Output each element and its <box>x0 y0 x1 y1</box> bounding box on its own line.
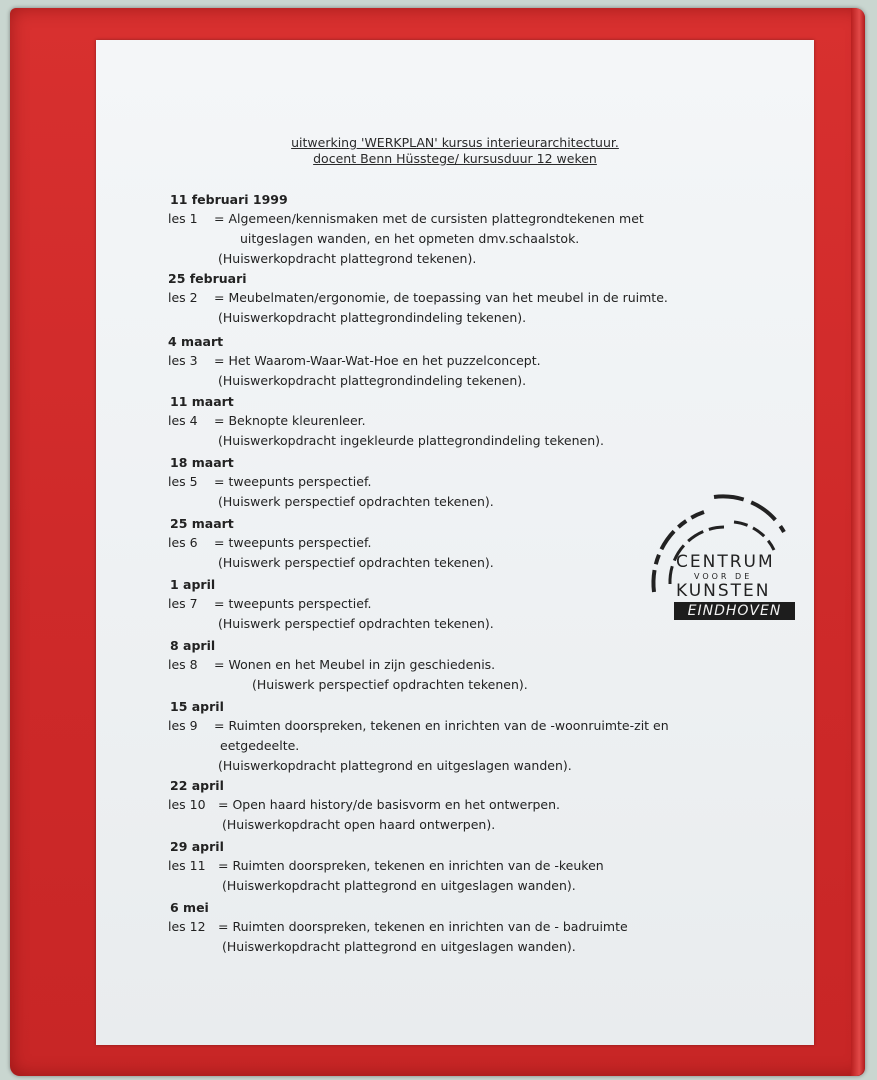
lesson-topic: = Beknopte kleurenleer. <box>214 413 366 428</box>
document-title: uitwerking 'WERKPLAN' kursus interieurarchitectuur. <box>291 135 619 150</box>
document-subtitle: docent Benn Hüsstege/ kursusduur 12 weken <box>313 151 597 166</box>
lesson-detail: eetgedeelte. <box>220 738 300 753</box>
document-sheet <box>96 40 814 1045</box>
logo-word-centrum: CENTRUM <box>676 552 775 572</box>
lesson-topic: = Het Waarom-Waar-Wat-Hoe en het puzzelconcept. <box>214 353 541 368</box>
lesson-number: les 6 <box>168 535 198 550</box>
lesson-number: les 5 <box>168 474 198 489</box>
lesson-topic: = Open haard history/de basisvorm en het ontwerpen. <box>218 797 561 812</box>
lesson-date: 4 maart <box>168 334 224 349</box>
lesson-date: 25 maart <box>170 516 234 531</box>
lesson-date: 22 april <box>170 778 224 793</box>
lesson-number: les 8 <box>168 657 198 672</box>
lesson-date: 15 april <box>170 699 224 714</box>
lesson-number: les 1 <box>168 211 198 226</box>
lesson-detail: (Huiswerkopdracht plattegrond tekenen). <box>218 251 477 266</box>
lesson-number: les 7 <box>168 596 198 611</box>
lesson-topic: = Meubelmaten/ergonomie, de toepassing van het meubel in de ruimte. <box>214 290 668 305</box>
lesson-date: 11 maart <box>170 394 234 409</box>
lesson-date: 11 februari 1999 <box>170 192 288 207</box>
lesson-date: 25 februari <box>168 271 247 286</box>
lesson-detail: (Huiswerkopdracht plattegrond en uitgeslagen wanden). <box>218 758 572 773</box>
lesson-detail: (Huiswerkopdracht ingekleurde plattegrondindeling tekenen). <box>218 433 604 448</box>
lesson-detail: (Huiswerk perspectief opdrachten tekenen). <box>252 677 528 692</box>
lesson-topic: = Wonen en het Meubel in zijn geschiedenis. <box>214 657 496 672</box>
lesson-date: 6 mei <box>170 900 209 915</box>
logo-word-voor-de: VOOR DE <box>694 572 753 581</box>
lesson-topic: = tweepunts perspectief. <box>214 596 372 611</box>
lesson-detail: (Huiswerkopdracht plattegrondindeling tekenen). <box>218 310 527 325</box>
lesson-date: 8 april <box>170 638 216 653</box>
lesson-number: les 4 <box>168 413 198 428</box>
lesson-topic: = tweepunts perspectief. <box>214 535 372 550</box>
lesson-topic: = tweepunts perspectief. <box>214 474 372 489</box>
lesson-number: les 12 <box>168 919 206 934</box>
logo-band-eindhoven: EINDHOVEN <box>674 602 795 620</box>
lesson-detail: (Huiswerkopdracht plattegrond en uitgeslagen wanden). <box>222 939 576 954</box>
lesson-number: les 2 <box>168 290 198 305</box>
lesson-date: 18 maart <box>170 455 234 470</box>
lesson-topic: = Ruimten doorspreken, tekenen en inrichten van de - badruimte <box>218 919 628 934</box>
lesson-number: les 3 <box>168 353 198 368</box>
logo-word-kunsten: KUNSTEN <box>676 581 771 601</box>
lesson-topic: = Ruimten doorspreken, tekenen en inrichten van de -woonruimte-zit en <box>214 718 669 733</box>
lesson-date: 1 april <box>170 577 216 592</box>
lesson-detail: (Huiswerk perspectief opdrachten tekenen). <box>218 494 494 509</box>
binder-spine-edge <box>851 8 865 1076</box>
lesson-topic: = Ruimten doorspreken, tekenen en inrichten van de -keuken <box>218 858 604 873</box>
lesson-number: les 9 <box>168 718 198 733</box>
lesson-topic: = Algemeen/kennismaken met de cursisten plattegrondtekenen met <box>214 211 644 226</box>
lesson-detail: uitgeslagen wanden, en het opmeten dmv.schaalstok. <box>240 231 580 246</box>
lesson-date: 29 april <box>170 839 224 854</box>
lesson-detail: (Huiswerk perspectief opdrachten tekenen). <box>218 555 494 570</box>
lesson-detail: (Huiswerkopdracht open haard ontwerpen). <box>222 817 496 832</box>
lesson-detail: (Huiswerkopdracht plattegrondindeling tekenen). <box>218 373 527 388</box>
lesson-number: les 11 <box>168 858 206 873</box>
lesson-detail: (Huiswerkopdracht plattegrond en uitgeslagen wanden). <box>222 878 576 893</box>
lesson-detail: (Huiswerk perspectief opdrachten tekenen). <box>218 616 494 631</box>
centrum-kunsten-logo <box>644 492 804 619</box>
lesson-number: les 10 <box>168 797 206 812</box>
